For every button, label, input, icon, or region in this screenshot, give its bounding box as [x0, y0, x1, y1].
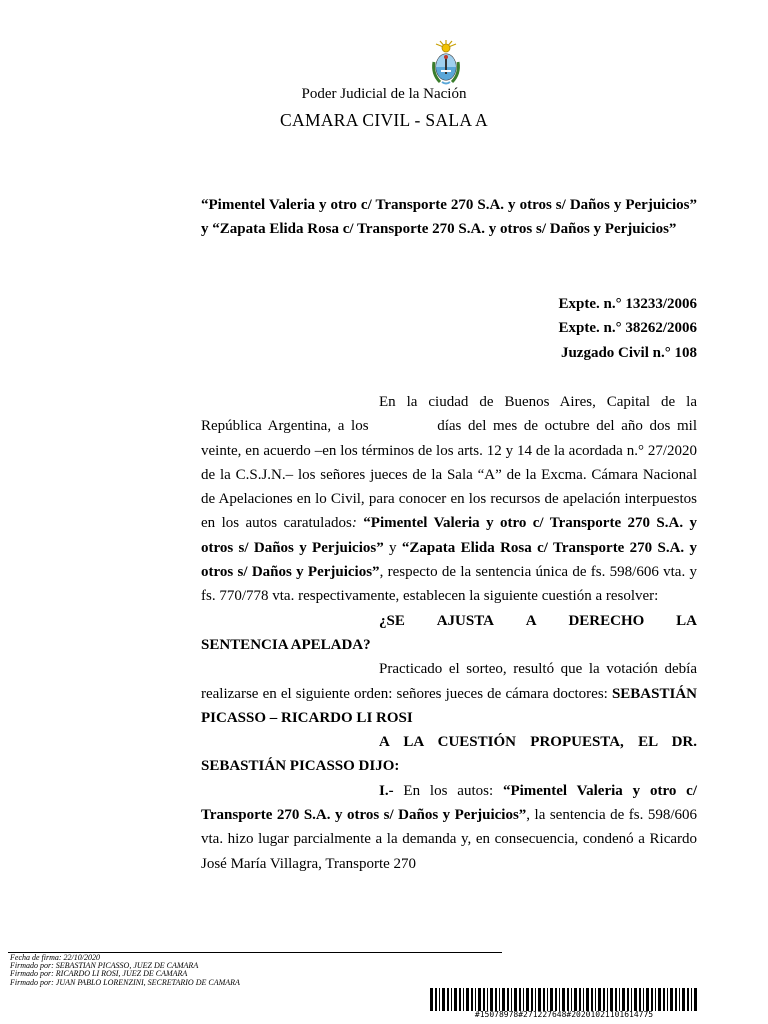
paragraph-draw: Practicado el sorteo, resultó que la votación debía realizarse en el siguiente orden: señores jueces de cámara doctores: SEBASTIÁN PICASSO – RICARDO LI ROSI: [201, 661, 697, 726]
case-numbers: [0, 292, 697, 365]
question-line: ¿SE AJUSTA A DERECHO LA: [379, 612, 697, 629]
section-heading: A LA CUESTIÓN PROPUESTA, EL DR. SEBASTIÁN PICASSO DIJO:: [201, 734, 697, 775]
question-continuation: SENTENCIA APELADA?: [201, 636, 371, 653]
ruling-body: [201, 390, 697, 876]
signature-1: Firmado por: SEBASTIAN PICASSO, JUEZ DE CAMARA: [10, 961, 199, 971]
institution-name: Poder Judicial de la Nación: [301, 86, 467, 102]
barcode-number: #15078978#271227648#20201021101614775: [474, 1010, 654, 1019]
coat-of-arms-icon: [428, 38, 464, 86]
case-caption: “Pimentel Valeria y otro c/ Transporte 270 S.A. y otros s/ Daños y Perjuicios” y “Zapata Elida Rosa c/ Transporte 270 S.A. y otros s/ Daños y Perjuicios”: [201, 197, 697, 238]
paragraph-one: I.- En los autos: “Pimentel Valeria y otro c/ Transporte 270 S.A. y otros s/ Daños y Perjuicios”, la sentencia de fs. 598/606 vta. hizo lugar parcialmente a la demanda y, en consecuencia, condenó a Ricardo José María Villagra, Transporte 270: [201, 782, 697, 872]
signature-2: Firmado por: RICARDO LI ROSI, JUEZ DE CAMARA: [10, 969, 188, 979]
case-number-1: Expte. n.° 13233/2006: [558, 296, 697, 312]
case-number-2: Expte. n.° 38262/2006: [558, 320, 697, 337]
barcode-icon: [430, 988, 698, 1011]
signature-date: Fecha de firma: 22/10/2020: [10, 953, 100, 962]
court-name: CAMARA CIVIL - SALA A: [280, 110, 488, 130]
signature-3: Firmado por: JUAN PABLO LORENZINI, SECRETARIO DE CAMARA: [10, 977, 240, 987]
paragraph-intro: En la ciudad de Buenos Aires, Capital de la República Argentina, a los días del mes de octubre del año dos mil veinte, en acuerdo –en los términos de los arts. 12 y 14 de la acordada n.° 27/2020 de la C.S.J.N.– los señores jueces de la Sala “A” de la Excma. Cámara Nacional de Apelaciones en lo Civil, para conocer en los recursos de apelación interpuestos en los autos caratulados: “Pimentel Valeria y otro c/ Transporte 270 S.A. y otros s/ Daños y Perjuicios” y “Zapata Elida Rosa c/ Transporte 270 S.A. y otros s/ Daños y Perjuicios”, respecto de la sentencia única de fs. 598/606 vta. y fs. 770/778 vta. respectivamente, establecen la siguiente cuestión a resolver:: [201, 394, 698, 605]
signature-footer: [10, 954, 240, 987]
court-number: Juzgado Civil n.° 108: [560, 344, 697, 361]
